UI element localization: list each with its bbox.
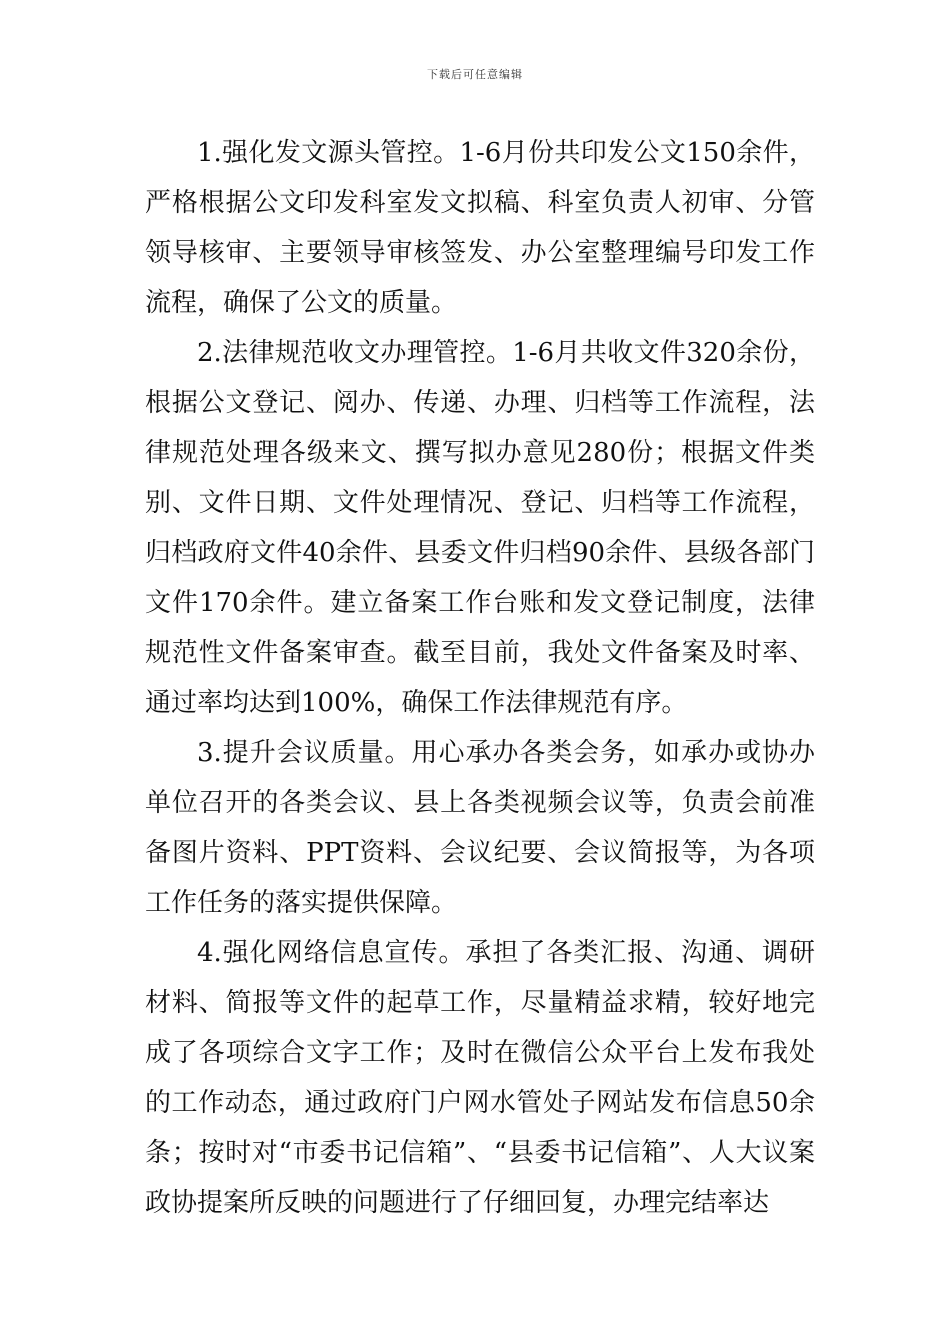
paragraph-4: 4.强化网络信息宣传。承担了各类汇报、沟通、调研材料、简报等文件的起草工作，尽量精益求精，较好地完成了各项综合文字工作；及时在微信公众平台上发布我处的工作动态，通过政府门户网水管处子网站发布信息50余条；按时对“市委书记信箱”、“县委书记信箱”、人大议案政协提案所反映的问题进行了仔细回复，办理完结率达	[145, 938, 815, 1218]
header-note: 下载后可任意编辑	[427, 68, 523, 81]
paragraph-3: 3.提升会议质量。用心承办各类会务，如承办或协办单位召开的各类会议、县上各类视频会议等，负责会前准备图片资料、PPT资料、会议纪要、会议简报等，为各项工作任务的落实提供保障。	[145, 738, 815, 918]
paragraph-2: 2.法律规范收文办理管控。1-6月共收文件320余份，根据公文登记、阅办、传递、办理、归档等工作流程，法律规范处理各级来文、撰写拟办意见280份；根据文件类别、文件日期、文件处理情况、登记、归档等工作流程，归档政府文件40余件、县委文件归档90余件、县级各部门文件170余件。建立备案工作台账和发文登记制度，法律规范性文件备案审查。截至目前，我处文件备案及时率、通过率均达到100%，确保工作法律规范有序。	[145, 338, 815, 718]
paragraph-1: 1.强化发文源头管控。1-6月份共印发公文150余件，严格根据公文印发科室发文拟稿、科室负责人初审、分管领导核审、主要领导审核签发、办公室整理编号印发工作流程，确保了公文的质量。	[145, 138, 815, 318]
document-body	[145, 128, 815, 1228]
